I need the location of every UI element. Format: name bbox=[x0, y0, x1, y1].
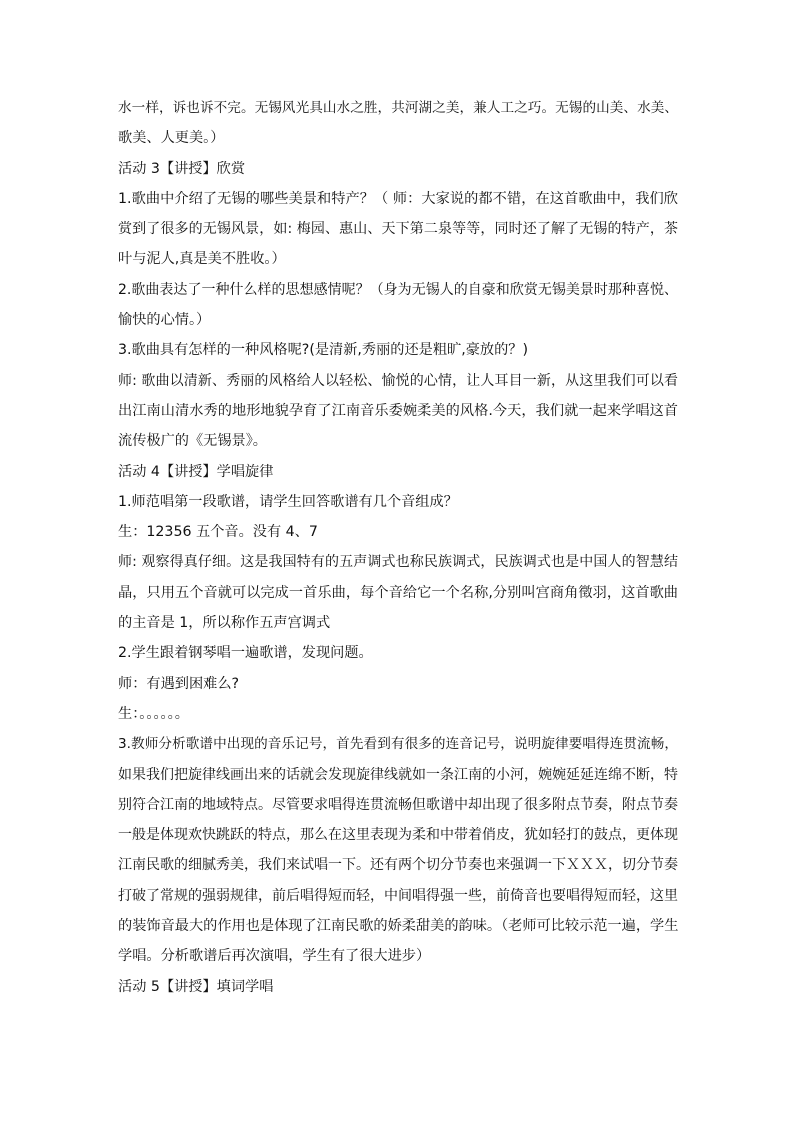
text-line: 赏到了很多的无锡风景，如: 梅园、惠山、天下第二泉等等，同时还了解了无锡的特产，茶 bbox=[118, 221, 678, 238]
text-line: 3.教师分析歌谱中出现的音乐记号，首先看到有很多的连音记号，说明旋律要唱得连贯流畅， bbox=[118, 736, 678, 753]
text-line: 打破了常规的强弱规律，前后唱得短而轻，中间唱得强一些，前倚音也要唱得短而轻，这里 bbox=[118, 887, 678, 904]
text-line: 2.歌曲表达了一种什么样的思想感情呢？（身为无锡人的自豪和欣赏无锡美景时那种喜悦、 bbox=[118, 281, 678, 298]
text-line: 1.师范唱第一段歌谱，请学生回答歌谱有几个音组成？ bbox=[118, 493, 458, 510]
section-heading: 活动 3【讲授】欣赏 bbox=[118, 160, 246, 177]
text-line: 水一样，诉也诉不完。无锡风光具山水之胜，共河湖之美，兼人工之巧。无锡的山美、水美、 bbox=[118, 100, 678, 116]
text-line: 生：12356 五个音。没有 4、7 bbox=[118, 524, 318, 541]
text-line: 1.歌曲中介绍了无锡的哪些美景和特产？（ 师：大家说的都不错，在这首歌曲中，我们欣 bbox=[118, 190, 678, 207]
text-line: 歌美、人更美。） bbox=[118, 130, 225, 147]
text-line: 一般是体现欢快跳跃的特点，那么在这里表现为柔和中带着俏皮，犹如轻打的鼓点，更体现 bbox=[118, 827, 678, 844]
text-line: 的装饰音最大的作用也是体现了江南民歌的娇柔甜美的韵味。（老师可比较示范一遍，学生 bbox=[118, 918, 679, 935]
text-line: 晶，只用五个音就可以完成一首乐曲，每个音给它一个名称,分别叫宫商角徵羽，这首歌曲 bbox=[118, 584, 678, 601]
text-line: 江南民歌的细腻秀美，我们来试唱一下。还有两个切分节奏也来强调一下ＸＸＸ，切分节奏 bbox=[118, 857, 678, 874]
document-body bbox=[118, 99, 678, 1008]
text-line: 3.歌曲具有怎样的一种风格呢?(是清新,秀丽的还是粗旷,豪放的？) bbox=[118, 342, 529, 359]
text-line: 学唱。分析歌谱后再次演唱，学生有了很大进步） bbox=[118, 948, 431, 965]
section-heading: 活动 5【讲授】填词学唱 bbox=[118, 978, 274, 995]
text-line: 生：。。。。。。 bbox=[118, 705, 189, 722]
text-line: 流传极广的《无锡景》。 bbox=[118, 433, 267, 450]
text-line: 愉快的心情。） bbox=[118, 312, 211, 329]
text-line: 别符合江南的地域特点。尽管要求唱得连贯流畅但歌谱中却出现了很多附点节奏，附点节奏 bbox=[118, 796, 678, 813]
text-line: 的主音是 1，所以称作五声宫调式 bbox=[118, 615, 331, 632]
text-line: 出江南山清水秀的地形地貌孕育了江南音乐委婉柔美的风格.今天，我们就一起来学唱这首 bbox=[118, 402, 678, 419]
text-line: 叶与泥人,真是美不胜收。） bbox=[118, 251, 286, 268]
text-line: 2.学生跟着钢琴唱一遍歌谱，发现问题。 bbox=[118, 645, 373, 662]
text-line: 师: 歌曲以清新、秀丽的风格给人以轻松、愉悦的心情，让人耳目一新，从这里我们可以看 bbox=[118, 372, 678, 389]
text-line: 师: 观察得真仔细。这是我国特有的五声调式也称民族调式，民族调式也是中国人的智慧结 bbox=[118, 554, 678, 571]
text-line: 如果我们把旋律线画出来的话就会发现旋律线就如一条江南的小河，婉婉延延连绵不断，特 bbox=[118, 766, 678, 783]
section-heading: 活动 4【讲授】学唱旋律 bbox=[118, 463, 274, 480]
text-line: 师：有遇到困难么? bbox=[118, 675, 240, 692]
